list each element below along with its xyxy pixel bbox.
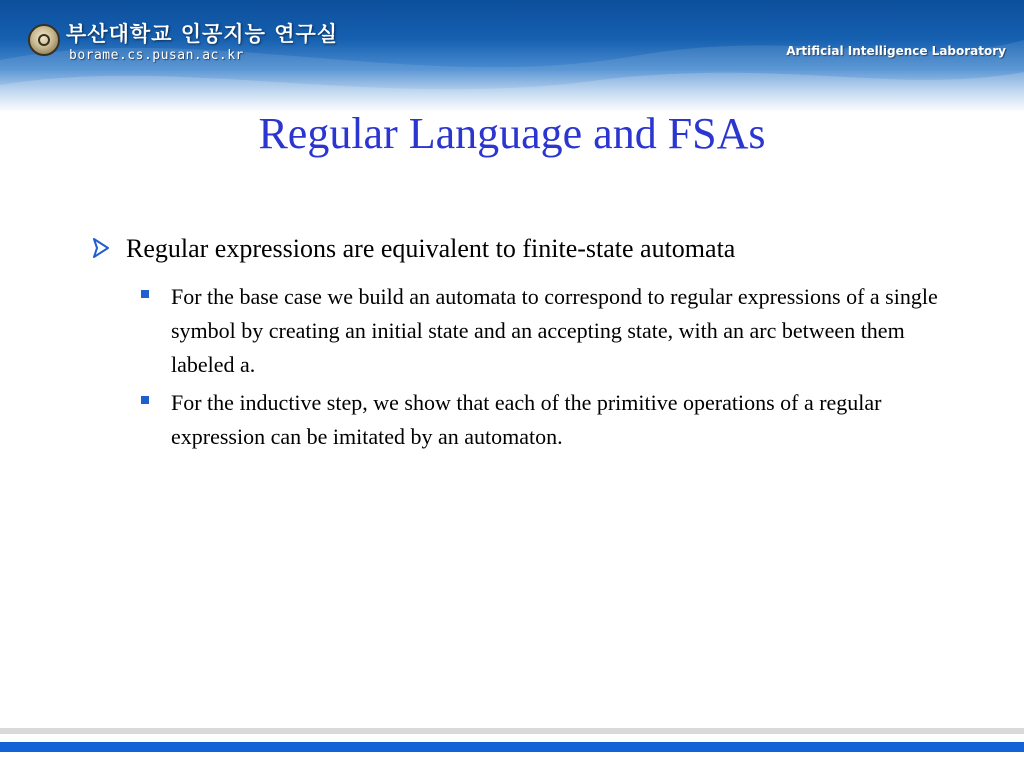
arrow-icon — [92, 238, 110, 258]
university-name: 부산대학교 인공지능 연구실 — [66, 22, 339, 46]
lab-name: Artificial Intelligence Laboratory — [786, 44, 1006, 58]
bullet-level1-text: Regular expressions are equivalent to finite-state automata — [126, 234, 736, 263]
slide-title: Regular Language and FSAs — [258, 109, 766, 158]
square-bullet-icon — [141, 396, 149, 404]
square-bullet-icon — [141, 290, 149, 298]
slide-header-banner — [0, 0, 1024, 112]
footer-gap — [0, 734, 1024, 742]
university-seal-icon — [28, 24, 60, 56]
bullet-level2-text: For the base case we build an automata to correspond to regular expressions of a single symbol by creating an initial state and an accepting state, with an arc between them labeled a. — [171, 284, 938, 377]
footer-blue-stripe — [0, 742, 1024, 752]
bullet-level2-text: For the inductive step, we show that each of the primitive operations of a regular expression can be imitated by an automaton. — [171, 390, 882, 449]
footer-bottom — [0, 752, 1024, 768]
university-url: borame.cs.pusan.ac.kr — [69, 48, 244, 63]
